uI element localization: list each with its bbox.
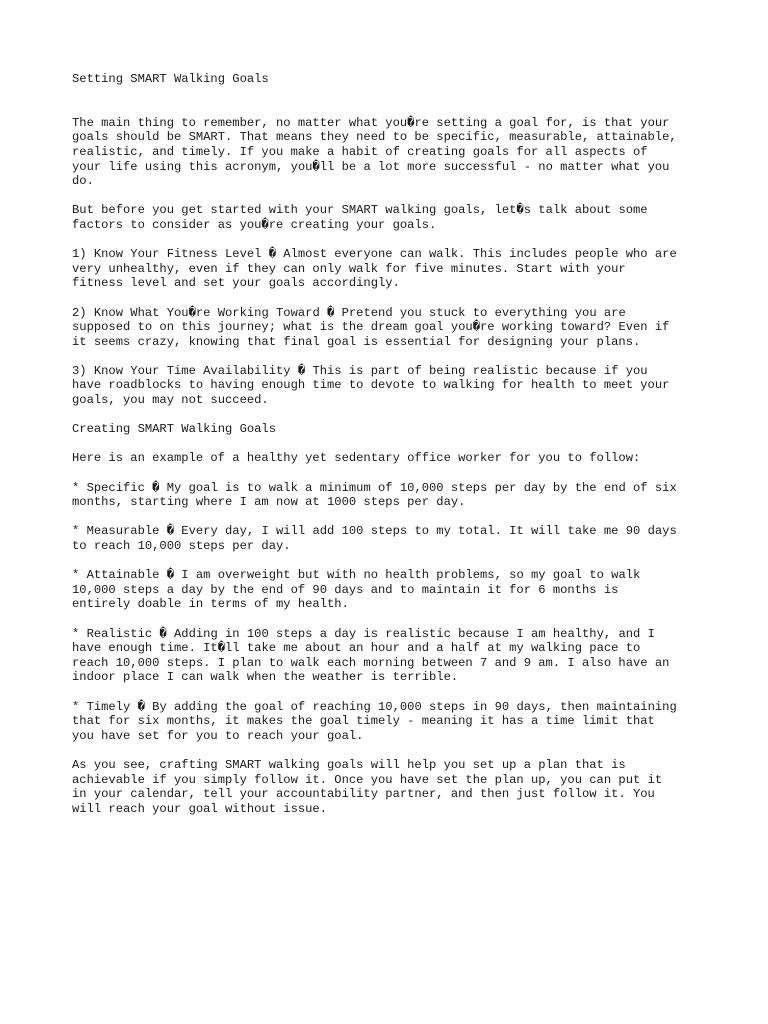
paragraph-line: to reach 10,000 steps per day. [72, 539, 291, 553]
paragraph-example-intro [72, 451, 712, 466]
paragraph-factor-goal [72, 306, 712, 350]
paragraph-line: do. [72, 174, 94, 189]
paragraph-line: realistic, and timely. If you make a habit of creating goals for all aspects of [72, 144, 648, 159]
paragraph-line: indoor place I can walk when the weather is terrible. [72, 670, 459, 685]
paragraph-line: 3) Know Your Time Availability � This is part of being realistic because if you [72, 363, 648, 378]
paragraph-line: * Attainable � I am overweight but with no health problems, so my goal to walk [72, 568, 641, 583]
paragraph-line: have enough time. It�ll take me about an hour and a half at my walking pace to [72, 641, 641, 656]
paragraph-line: entirely doable in terms of my health. [72, 597, 349, 612]
paragraph-conclusion [72, 758, 712, 816]
paragraph-line: goals, you may not succeed. [72, 393, 269, 408]
list-item-timely [72, 700, 712, 744]
paragraph-line: * Measurable � Every day, I will add 100 steps to my total. It will take me 90 days [72, 524, 677, 539]
document-title-block [72, 72, 712, 87]
list-item-specific [72, 481, 712, 510]
list-item-measurable [72, 524, 712, 553]
paragraph-line: * Timely � By adding the goal of reaching 10,000 steps in 90 days, then maintaining [72, 699, 677, 714]
list-item-realistic [72, 627, 712, 685]
paragraph-line: achievable if you simply follow it. Once you have set the plan up, you can put it [72, 772, 663, 787]
paragraph-line: factors to consider as you�re creating your goals. [72, 217, 437, 232]
paragraph-intro [72, 116, 712, 189]
paragraph-line: 1) Know Your Fitness Level � Almost everyone can walk. This includes people who are [72, 247, 677, 262]
paragraph-line: that for six months, it makes the goal timely - meaning it has a time limit that [72, 714, 655, 729]
paragraph-line: * Specific � My goal is to walk a minimum of 10,000 steps per day by the end of six [72, 480, 677, 495]
document-title: Setting SMART Walking Goals [72, 72, 269, 86]
paragraph-line: 10,000 steps a day by the end of 90 days and to maintain it for 6 months is [72, 582, 619, 597]
section-heading-text: Creating SMART Walking Goals [72, 422, 276, 437]
paragraph-factor-time [72, 364, 712, 408]
paragraph-line: will reach your goal without issue. [72, 801, 327, 816]
paragraph-factors-intro [72, 203, 712, 232]
document-page [72, 72, 712, 831]
paragraph-line: it seems crazy, knowing that final goal is essential for designing your plans. [72, 334, 641, 349]
paragraph-line: supposed to on this journey; what is the dream goal you�re working toward? Even if [72, 320, 670, 335]
paragraph-line: in your calendar, tell your accountability partner, and then just follow it. You [72, 787, 655, 802]
paragraph-factor-fitness [72, 247, 712, 291]
list-item-attainable [72, 568, 712, 612]
paragraph-line: But before you get started with your SMART walking goals, let�s talk about some [72, 203, 648, 218]
section-heading [72, 422, 712, 437]
paragraph-line: fitness level and set your goals accordingly. [72, 276, 400, 291]
paragraph-line: months, starting where I am now at 1000 steps per day. [72, 495, 466, 510]
paragraph-line: goals should be SMART. That means they need to be specific, measurable, attainable, [72, 130, 677, 145]
paragraph-line: your life using this acronym, you�ll be a lot more successful - no matter what you [72, 159, 670, 174]
paragraph-line: Here is an example of a healthy yet sedentary office worker for you to follow: [72, 451, 641, 466]
paragraph-line: 2) Know What You�re Working Toward � Pretend you stuck to everything you are [72, 305, 626, 320]
paragraph-line: * Realistic � Adding in 100 steps a day is realistic because I am healthy, and I [72, 626, 655, 641]
paragraph-line: As you see, crafting SMART walking goals will help you set up a plan that is [72, 757, 626, 772]
paragraph-line: The main thing to remember, no matter what you�re setting a goal for, is that your [72, 115, 670, 130]
paragraph-line: have roadblocks to having enough time to devote to walking for health to meet your [72, 378, 670, 393]
paragraph-line: you have set for you to reach your goal. [72, 728, 364, 743]
paragraph-line: very unhealthy, even if they can only walk for five minutes. Start with your [72, 261, 626, 276]
paragraph-line: reach 10,000 steps. I plan to walk each morning between 7 and 9 am. I also have an [72, 655, 670, 670]
